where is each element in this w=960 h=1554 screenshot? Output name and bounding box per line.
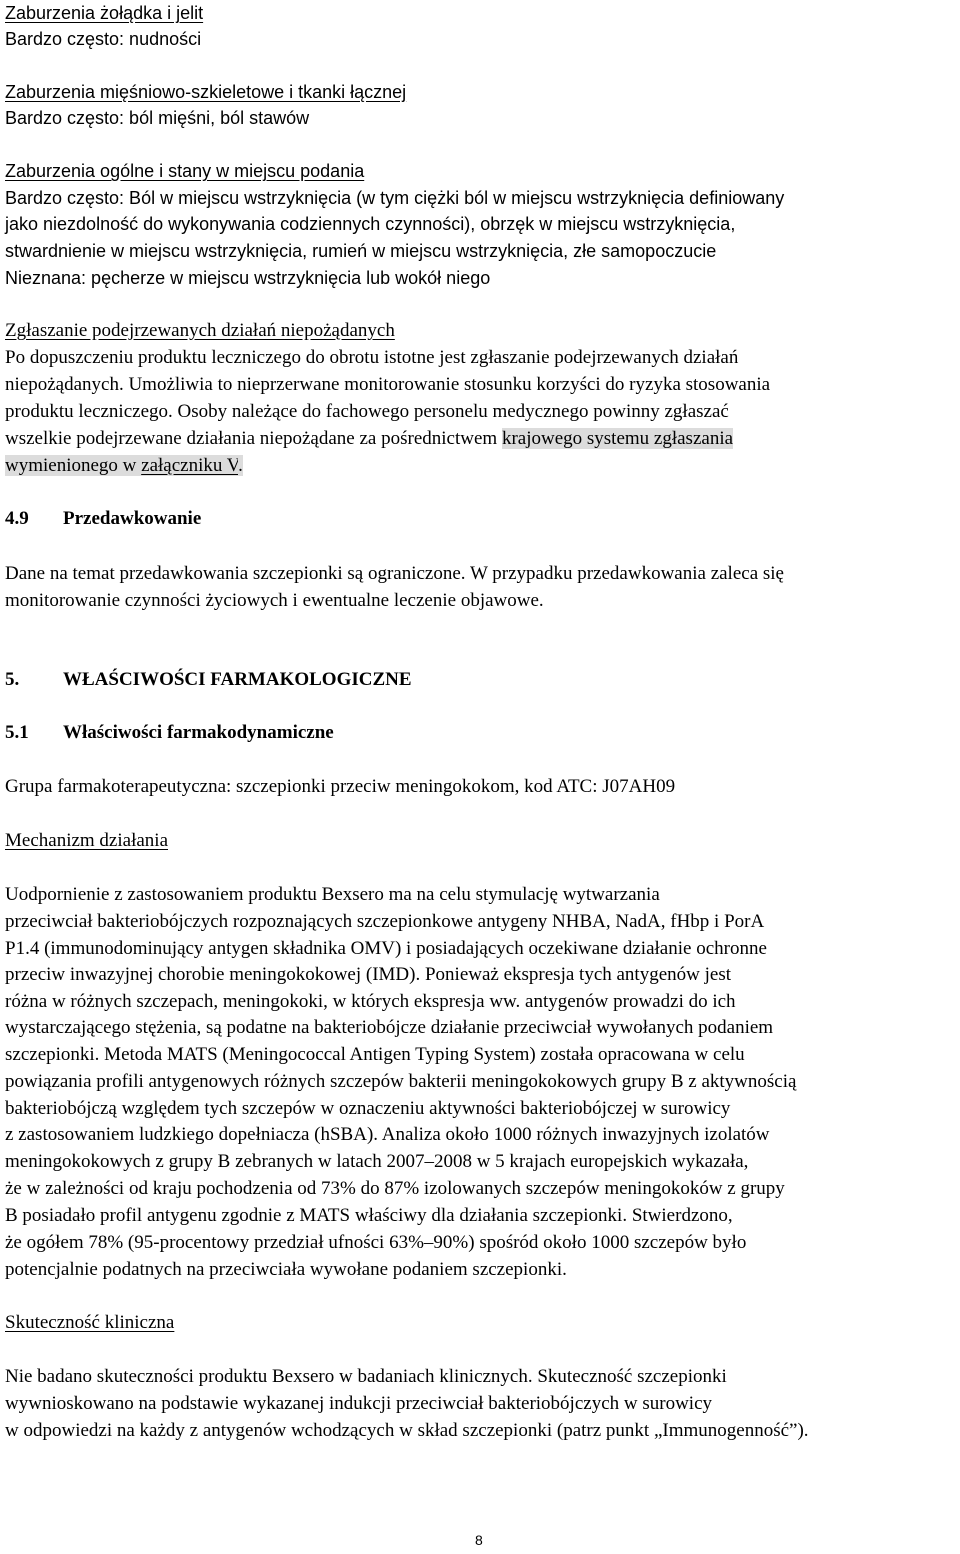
text-span: . [238,455,243,476]
text-line: że ogółem 78% (95-procentowy przedział ufności 63%–90%) spośród około 1000 szczepów było [5,1232,747,1253]
text-line: B posiadało profil antygenu zgodnie z MATS właściwy dla działania szczepionki. Stwierdzono, [5,1205,733,1226]
section-title: WŁAŚCIWOŚCI FARMAKOLOGICZNE [63,669,412,690]
mechanism-heading: Mechanizm działania [5,830,169,851]
text-line [5,453,243,479]
page-number: 8 [475,1532,483,1548]
pharmacotherapeutic-group: Grupa farmakoterapeutyczna: szczepionki przeciw meningokokom, kod ATC: J07AH09 [5,776,676,797]
text-line [5,426,733,452]
text-line: przeciw inwazyjnej chorobie meningokokowej (IMD). Ponieważ ekspresja tych antygenów jest [5,964,731,985]
section-number: 4.9 [5,508,29,529]
text-line: monitorowanie czynności życiowych i ewentualne leczenie objawowe. [5,590,544,611]
section-number: 5. [5,669,20,690]
text-line: Dane na temat przedawkowania szczepionki są ograniczone. W przypadku przedawkowania zaleca się [5,563,784,584]
text-line: niepożądanych. Umożliwia to nieprzerwane monitorowanie stosunku korzyści do ryzyka stosowania [5,374,771,395]
text-line: szczepionki. Metoda MATS (Meningococcal Antigen Typing System) została opracowana w celu [5,1044,745,1065]
section-heading-msk: Zaburzenia mięśniowo-szkieletowe i tkanki łącznej [5,82,407,102]
text-line: przeciwciał bakteriobójczych rozpoznających szczepionkowe antygeny NHBA, NadA, fHbp i PorA [5,911,765,932]
text-line: stwardnienie w miejscu wstrzyknięcia, rumień w miejscu wstrzyknięcia, złe samopoczucie [5,241,717,261]
text-line: produktu leczniczego. Osoby należące do fachowego personelu medycznego powinny zgłaszać [5,401,729,422]
section-number: 5.1 [5,722,29,743]
text-line: Nie badano skuteczności produktu Bexsero w badaniach klinicznych. Skuteczność szczepionki [5,1366,727,1387]
section-heading-gi: Zaburzenia żołądka i jelit [5,3,204,23]
text-line: jako niezdolność do wykonywania codziennych czynności), obrzęk w miejscu wstrzyknięcia, [5,214,736,234]
section-4-9-heading [5,506,201,532]
section-title: Przedawkowanie [63,508,202,529]
text-line: bakteriobójczą względem tych szczepów w oznaczeniu aktywności bakteriobójczej w surowicy [5,1098,731,1119]
text-line: powiązania profili antygenowych różnych szczepów bakterii meningokokowych grupy B z aktywnością [5,1071,797,1092]
text-span: wszelkie podejrzewane działania niepożądane za pośrednictwem [5,428,502,449]
text-line: Nieznana: pęcherze w miejscu wstrzyknięcia lub wokół niego [5,268,491,288]
highlighted-text: krajowego systemu zgłaszania [501,428,734,449]
annex-v-link[interactable]: załączniku V [141,455,239,476]
text-line: z zastosowaniem ludzkiego dopełniacza (hSBA). Analiza około 1000 różnych inwazyjnych izolatów [5,1124,770,1145]
text-line: Uodpornienie z zastosowaniem produktu Bexsero ma na celu stymulację wytwarzania [5,884,660,905]
text-line: wystarczającego stężenia, są podatne na bakteriobójcze działanie przeciwciał wywołanych podaniem [5,1017,774,1038]
text-line: Bardzo często: Ból w miejscu wstrzyknięcia (w tym ciężki ból w miejscu wstrzyknięcia definiowany [5,188,785,208]
section-title: Właściwości farmakodynamiczne [63,722,334,743]
text-line: Bardzo często: nudności [5,29,202,49]
text-line: P1.4 (immunodominujący antygen składnika OMV) i posiadających oczekiwane działanie ochronne [5,938,767,959]
text-line: w odpowiedzi na każdy z antygenów wchodzących w skład szczepionki (patrz punkt „Immunogenność”). [5,1420,809,1441]
text-line: Po dopuszczeniu produktu leczniczego do obrotu istotne jest zgłaszanie podejrzewanych działań [5,347,739,368]
text-line: że w zależności od kraju pochodzenia od 73% do 87% izolowanych szczepów meningokoków z grupy [5,1178,785,1199]
section-5-1-heading [5,720,334,746]
text-line: wywnioskowano na podstawie wykazanej indukcji przeciwciał bakteriobójczych w surowicy [5,1393,712,1414]
highlighted-text: wymienionego w [5,455,142,476]
reporting-heading: Zgłaszanie podejrzewanych działań niepożądanych [5,320,395,341]
text-line: potencjalnie podatnych na przeciwciała wywołane podaniem szczepionki. [5,1259,567,1280]
text-line: meningokokowych z grupy B zebranych w latach 2007–2008 w 5 krajach europejskich wykazała, [5,1151,749,1172]
efficacy-heading: Skuteczność kliniczna [5,1312,175,1333]
section-5-heading [5,667,412,693]
section-heading-general: Zaburzenia ogólne i stany w miejscu podania [5,161,365,181]
text-line: różna w różnych szczepach, meningokoki, w których ekspresja ww. antygenów prowadzi do ich [5,991,736,1012]
text-line: Bardzo często: ból mięśni, ból stawów [5,108,310,128]
